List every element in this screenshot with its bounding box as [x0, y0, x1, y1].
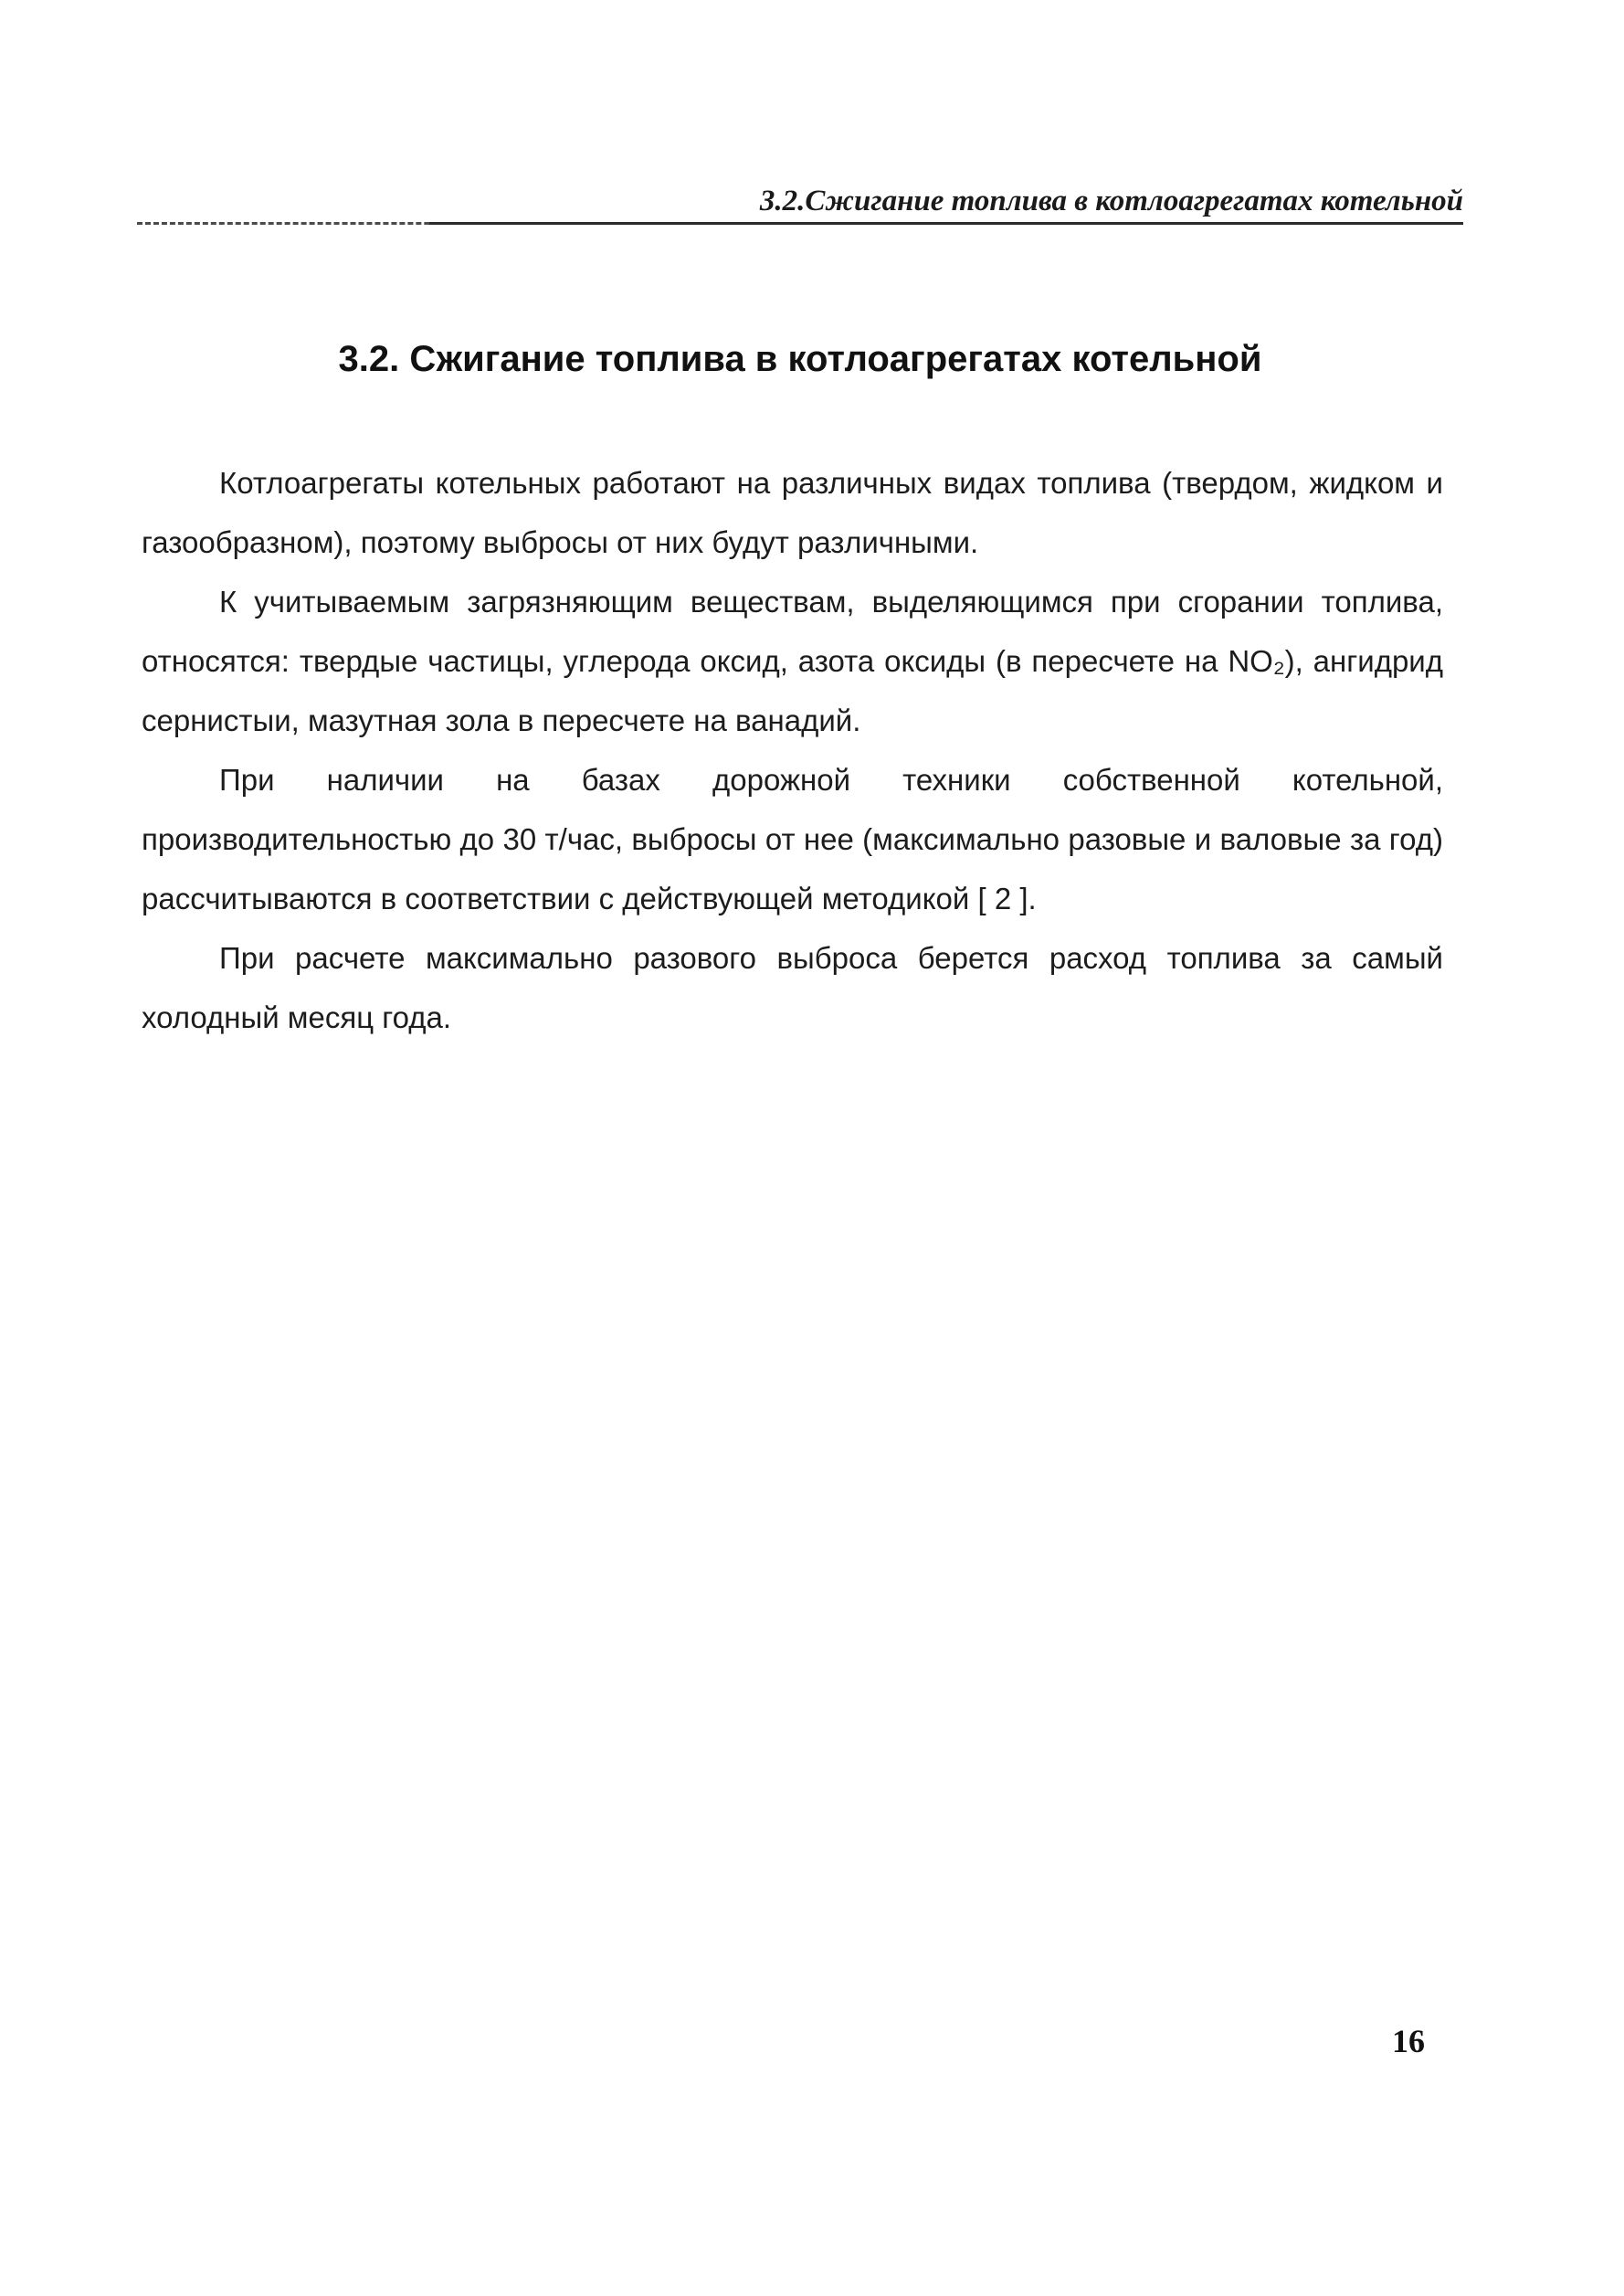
- section-title: 3.2. Сжигание топлива в котлоагрегатах котельной: [338, 339, 1262, 379]
- paragraph-1: Котлоагрегаты котельных работают на различных видах топлива (твердом, жидком и газообразном), поэтому выбросы от них будут различными.: [142, 466, 1443, 559]
- header-rule: [429, 222, 1463, 225]
- paragraph-2: К учитываемым загрязняющим веществам, выделяющимся при сгорании топлива, относятся: твердые частицы, углерода оксид, азота оксиды (в пересчете на NO₂), ангидрид сернистыи, мазутная зола в пересчете на ванадий.: [142, 585, 1443, 737]
- body-text: [142, 453, 1443, 1047]
- page-number: 16: [1392, 2023, 1425, 2059]
- running-header: 3.2.Сжигание топлива в котлоагрегатах котельной: [759, 185, 1463, 217]
- paragraph-3: При наличии на базах дорожной техники собственной котельной, производительностью до 30 т/час, выбросы от нее (максимально разовые и валовые за год) рассчитываются в соответствии с действующей методикой [ 2 ].: [142, 763, 1443, 915]
- paragraph-4: При расчете максимально разового выброса берется расход топлива за самый холодный месяц года.: [142, 941, 1443, 1034]
